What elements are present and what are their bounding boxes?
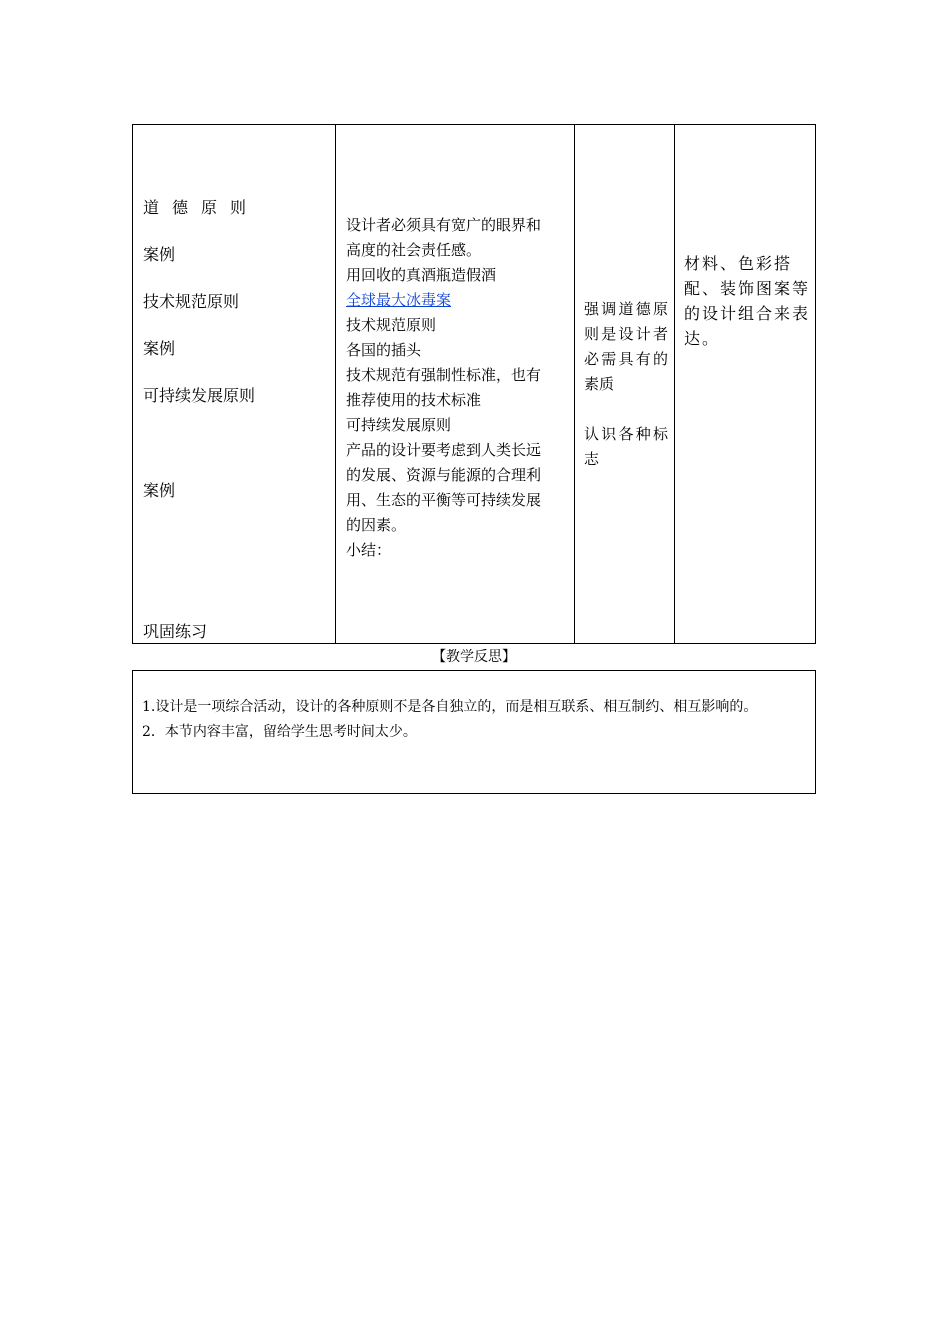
topic-case-3: 案例 [143, 481, 176, 500]
intent-ethics: 强调道德原则是设计者必需具有的素质 [584, 300, 668, 393]
content-line: 各国的插头 [346, 341, 422, 359]
reflection-text [142, 695, 810, 745]
content-line: 用回收的真酒瓶造假酒 [346, 266, 497, 284]
drug-case-link[interactable]: 全球最大冰毒案 [346, 291, 452, 309]
content-line: 技术规范原则 [346, 316, 437, 334]
topic-practice: 巩固练习 [143, 622, 208, 641]
intent-symbols: 认识各种标志 [584, 425, 668, 468]
topic-technical-principle: 技术规范原则 [143, 292, 240, 311]
content-text [346, 213, 568, 563]
content-line: 产品的设计要考虑到人类长远 [346, 441, 542, 459]
reflection-item-1: 1.设计是一项综合活动，设计的各种原则不是各自独立的，而是相互联系、相互制约、相互影响的。 [142, 699, 758, 715]
content-line: 小结： [346, 541, 392, 559]
content-line: 的因素。 [346, 516, 407, 534]
content-line: 的发展、资源与能源的合理利 [346, 466, 542, 484]
lesson-table [132, 124, 816, 644]
intent-text [584, 297, 668, 472]
content-line: 推荐使用的技术标准 [346, 391, 482, 409]
notes-column [675, 125, 815, 643]
content-line: 设计者必须具有宽广的眼界和 [346, 216, 542, 234]
topic-sustainable-principle: 可持续发展原则 [143, 386, 256, 405]
topic-case-2: 案例 [143, 339, 176, 358]
topic-case-1: 案例 [143, 245, 176, 264]
intent-column [575, 125, 675, 643]
content-line: 高度的社会责任感。 [346, 241, 482, 259]
notes-text: 材料、色彩搭配、装饰图案等的设计组合来表达。 [684, 254, 811, 348]
content-line: 可持续发展原则 [346, 416, 452, 434]
reflection-heading: 【教学反思】 [432, 649, 516, 665]
reflection-box [132, 670, 816, 794]
content-line: 用、生态的平衡等可持续发展 [346, 491, 542, 509]
content-column [336, 125, 575, 643]
reflection-item-2: 2．本节内容丰富，留给学生思考时间太少。 [142, 724, 417, 740]
topic-column [133, 125, 336, 643]
content-line: 技术规范有强制性标准，也有 [346, 366, 542, 384]
topic-ethics-principle: 道德原则 [143, 198, 260, 217]
